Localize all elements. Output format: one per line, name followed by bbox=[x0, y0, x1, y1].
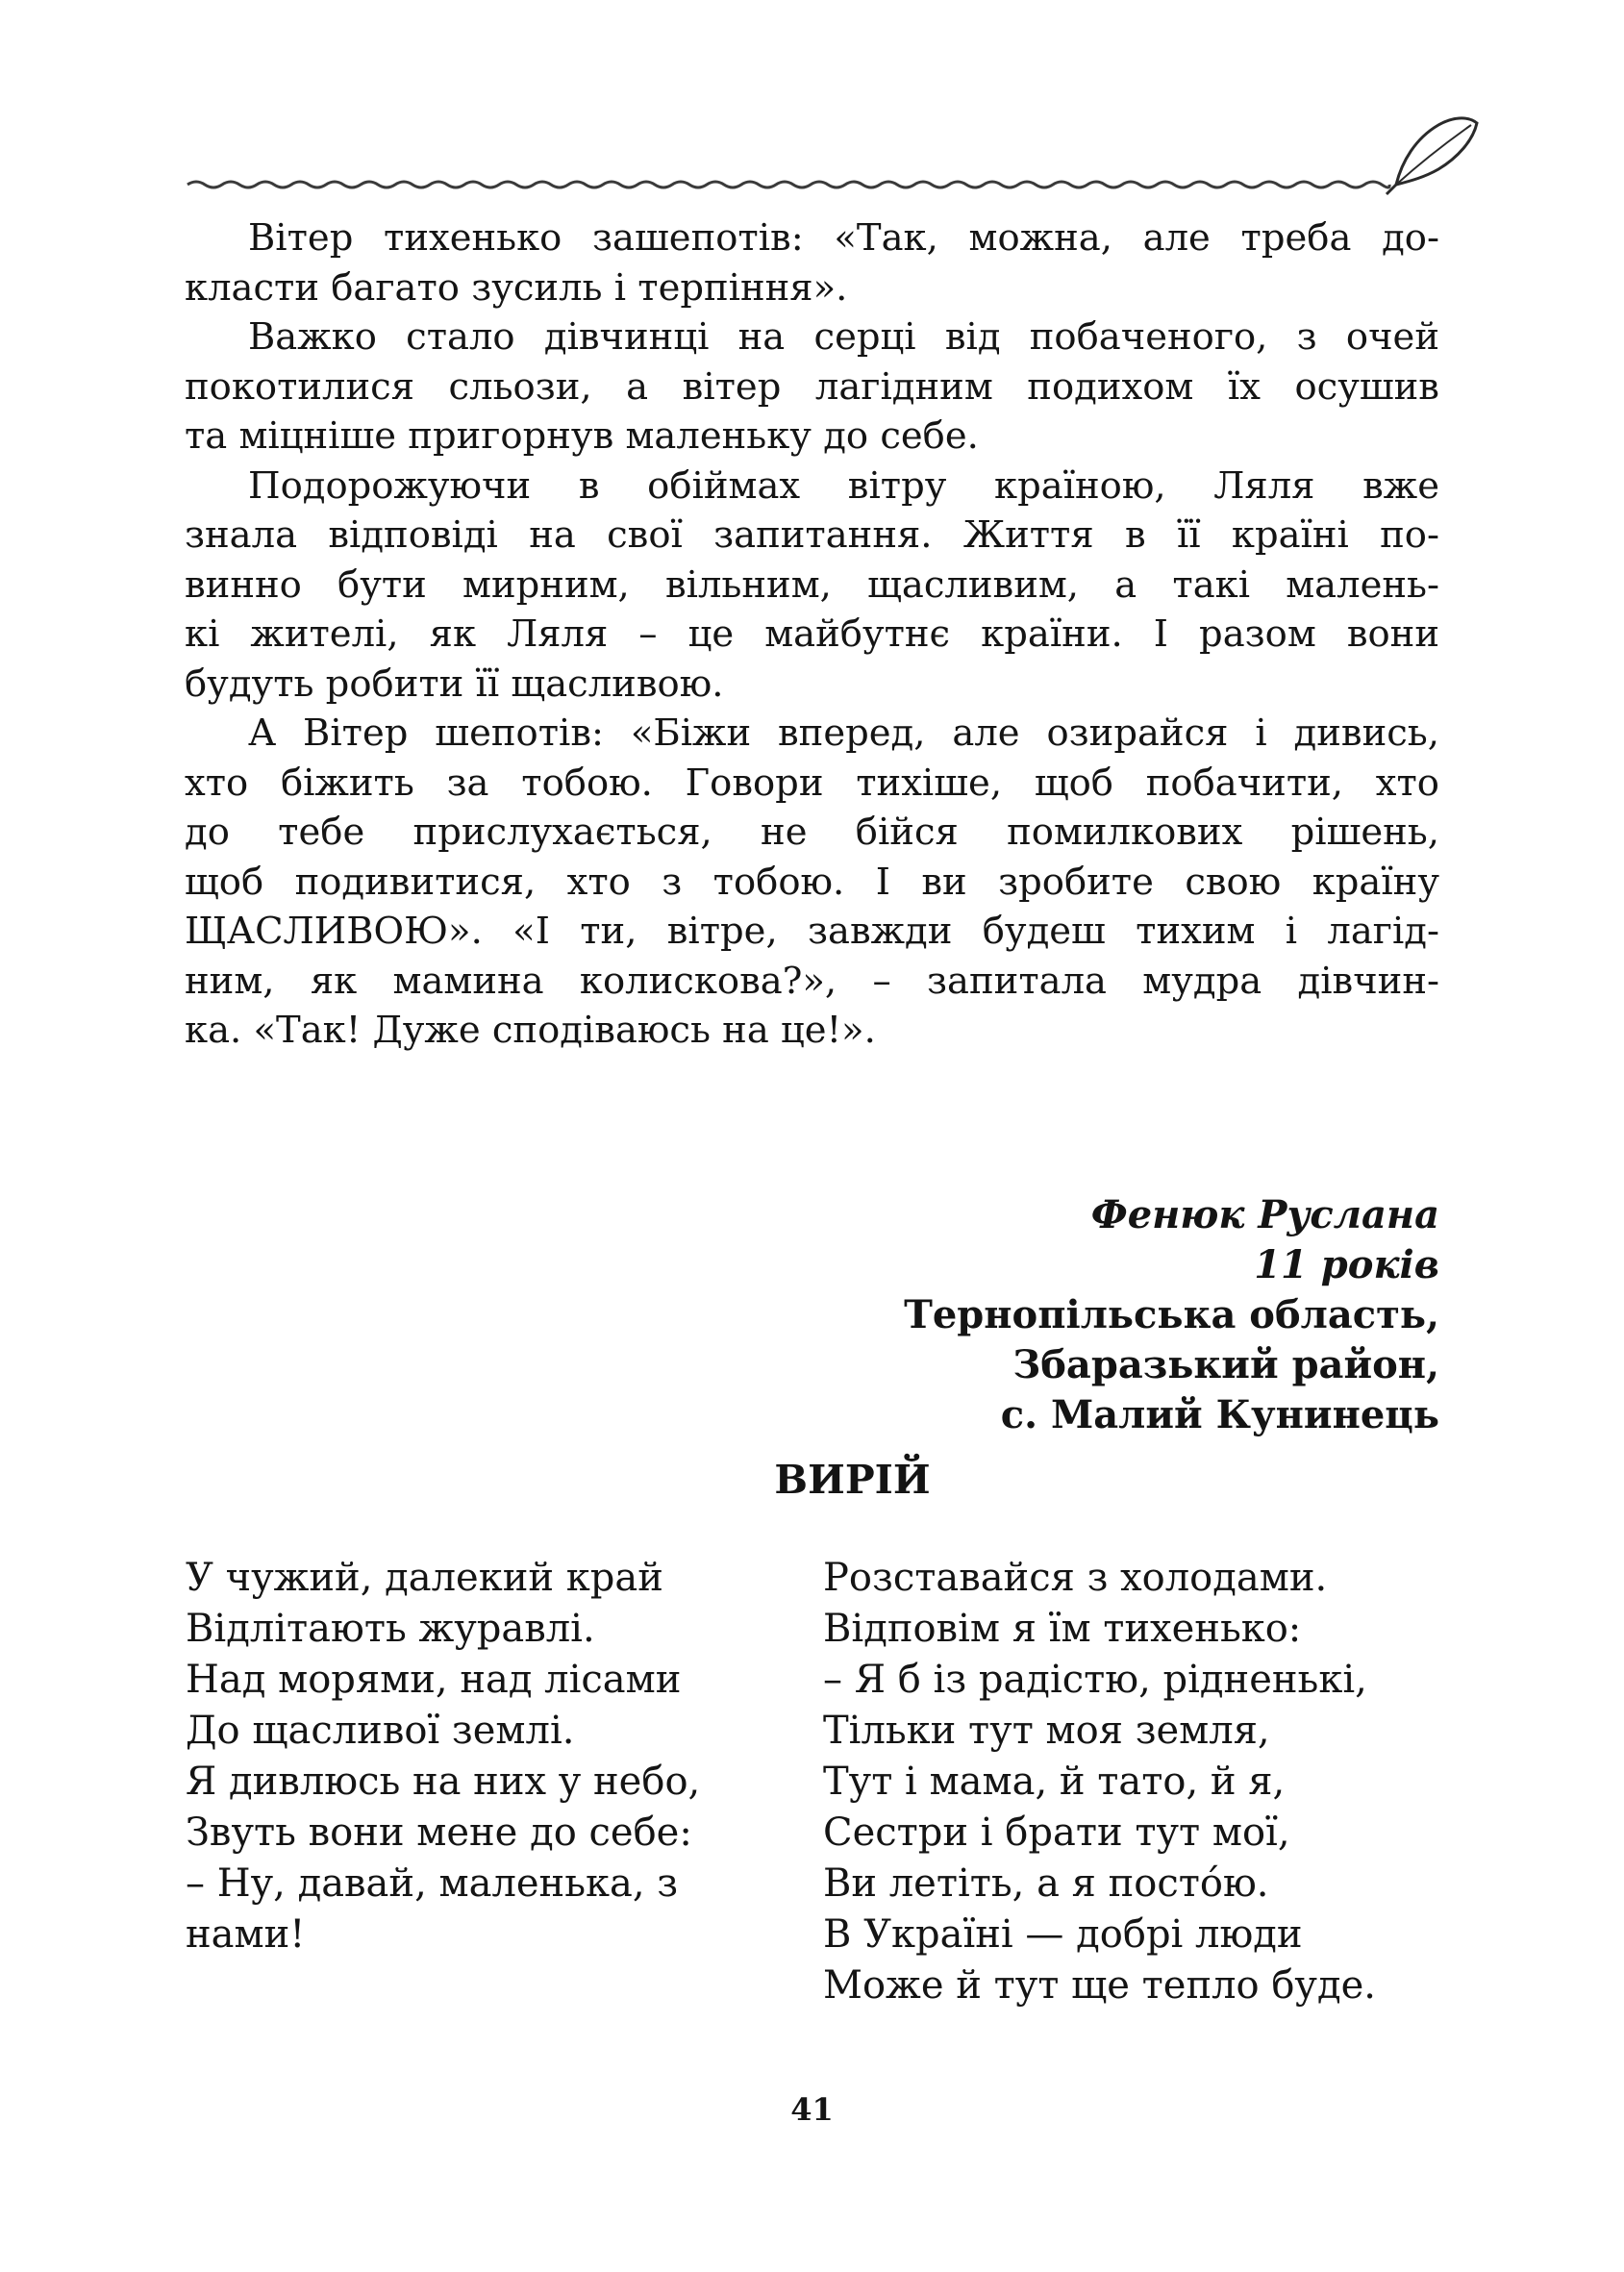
poem-line: Відлітають журавлі. bbox=[186, 1607, 595, 1651]
text-line: хто біжить за тобою. Говори тихіше, щоб побачити, хто bbox=[185, 761, 1439, 805]
text-line: та міцніше пригорнув маленьку до себе. bbox=[185, 414, 979, 458]
text-line: винно бути мирним, вільним, щасливим, а такі малень- bbox=[185, 562, 1439, 607]
text-line: ним, як мамина колискова?», – запитала мудра дівчин- bbox=[185, 959, 1439, 1003]
poem-left-column bbox=[186, 1553, 700, 1960]
wavy-line-with-feather-icon bbox=[183, 106, 1490, 202]
poem-line: Тут і мама, й тато, й я, bbox=[823, 1760, 1286, 1804]
text-line: Важко стало дівчинці на серці від побаченого, з очей bbox=[248, 315, 1439, 359]
text-line: ЩАСЛИВОЮ». «І ти, вітре, завжди будеш тихим і лагід- bbox=[185, 910, 1439, 953]
author-attribution bbox=[904, 1190, 1439, 1440]
poem-title bbox=[0, 1455, 1624, 1505]
text-line: кі жителі, як Ляля – це майбутнє країни. І разом вони bbox=[185, 612, 1439, 656]
story-text bbox=[185, 213, 1439, 1056]
text-line: Подорожуючи в обіймах вітру країною, Ляля вже bbox=[248, 463, 1439, 508]
author-name: Фенюк Руслана bbox=[1090, 1192, 1439, 1237]
text-line: А Вітер шепотів: «Біжи вперед, але озирайся і дивись, bbox=[248, 712, 1439, 755]
poem-line: До щасливої землі. bbox=[186, 1709, 575, 1753]
header-ornament bbox=[183, 106, 1490, 202]
author-region: Тернопільська область, bbox=[904, 1292, 1439, 1337]
poem-line: Розставайся з холодами. bbox=[823, 1556, 1328, 1600]
text-line: ка. «Так! Дуже сподіваюсь на це!». bbox=[185, 1009, 876, 1052]
text-line: щоб подивитися, хто з тобою. І ви зробите свою країну bbox=[185, 860, 1439, 904]
poem-line: Може й тут ще тепло буде. bbox=[823, 1963, 1376, 2008]
author-age: 11 років bbox=[1254, 1242, 1439, 1287]
feather-icon bbox=[1387, 118, 1477, 194]
poem-line: Ви летіть, а я постóю. bbox=[823, 1861, 1269, 1906]
poem-line: Сестри і брати тут мої, bbox=[823, 1810, 1290, 1855]
text-line: до тебе прислухається, не бійся помилкових рішень, bbox=[185, 811, 1439, 854]
text-line: покотилися сльози, а вітер лагідним подихом їх осушив bbox=[185, 364, 1439, 409]
poem-right-column bbox=[823, 1553, 1376, 2011]
poem-line: Тільки тут моя земля, bbox=[823, 1709, 1270, 1753]
poem-line: – Я б із радістю, рідненькі, bbox=[823, 1658, 1367, 1702]
poem-line: – Ну, давай, маленька, з bbox=[186, 1861, 679, 1906]
page-number: 41 bbox=[790, 2091, 834, 2128]
author-village: с. Малий Кунинець bbox=[1000, 1392, 1439, 1437]
text-line: знала відповіді на свої запитання. Життя в її країні по- bbox=[185, 513, 1439, 557]
poem-line: Над морями, над лісами bbox=[186, 1658, 682, 1702]
poem-line: Звуть вони мене до себе: bbox=[186, 1810, 692, 1855]
poem-line: В Україні — добрі люди bbox=[823, 1912, 1303, 1957]
text-line: Вітер тихенько зашепотів: «Так, можна, але треба до- bbox=[248, 216, 1439, 260]
poem-line: У чужий, далекий край bbox=[186, 1556, 663, 1600]
text-line: будуть робити її щасливою. bbox=[185, 662, 724, 706]
author-district: Збаразький район, bbox=[1012, 1342, 1439, 1387]
poem-line: Я дивлюсь на них у небо, bbox=[186, 1760, 701, 1804]
poem-line: Відповім я їм тихенько: bbox=[823, 1607, 1302, 1651]
text-line: класти багато зусиль і терпіння». bbox=[185, 265, 848, 310]
poem-title-text: ВИРІЙ bbox=[774, 1457, 931, 1503]
poem-line: нами! bbox=[186, 1912, 306, 1957]
